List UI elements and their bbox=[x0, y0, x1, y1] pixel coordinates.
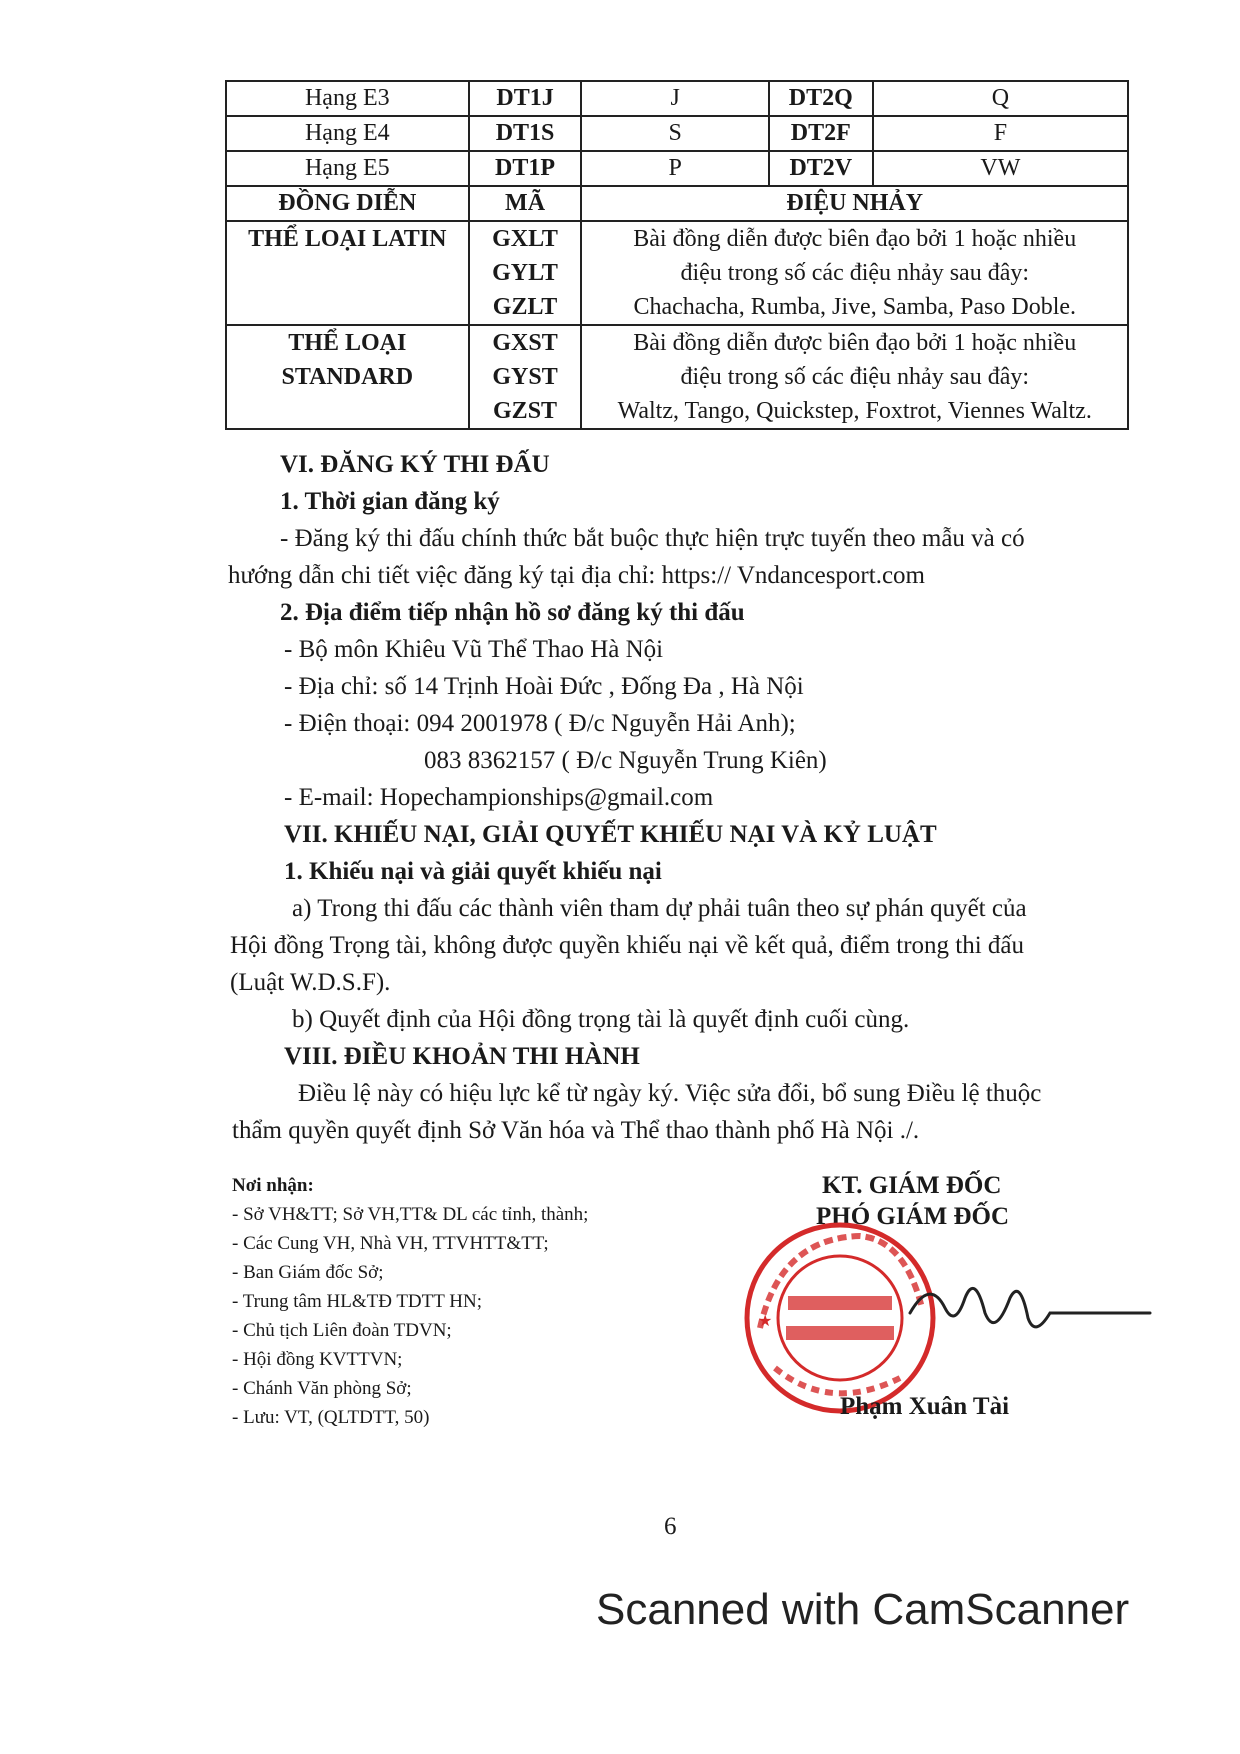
table-cell: DT1S bbox=[469, 116, 582, 151]
recipient-item: - Chánh Văn phòng Sở; bbox=[232, 1378, 412, 1399]
code-line: GYLT bbox=[492, 260, 558, 286]
table-cell: P bbox=[581, 151, 768, 186]
description-line: Waltz, Tango, Quickstep, Foxtrot, Viennes Waltz. bbox=[617, 398, 1092, 424]
table-cell: F bbox=[873, 116, 1128, 151]
group-name-line: STANDARD bbox=[281, 364, 414, 390]
group-name-cell bbox=[226, 221, 469, 325]
section-8-title: VIII. ĐIỀU KHOẢN THI HÀNH bbox=[284, 1043, 640, 1070]
scanner-watermark: Scanned with CamScanner bbox=[596, 1585, 1130, 1634]
recipient-item: - Hội đồng KVTTVN; bbox=[232, 1349, 403, 1370]
table-row bbox=[226, 325, 1128, 429]
paragraph-line: - Đăng ký thi đấu chính thức bắt buộc thực hiện trực tuyến theo mẫu và có bbox=[280, 525, 1025, 552]
group-description-cell bbox=[581, 221, 1128, 325]
dance-category-table bbox=[225, 80, 1129, 430]
page-number: 6 bbox=[664, 1513, 677, 1540]
table-row bbox=[226, 116, 1128, 151]
table-cell: DT1P bbox=[469, 151, 582, 186]
table-cell: S bbox=[581, 116, 768, 151]
table-cell: Hạng E3 bbox=[226, 81, 469, 116]
table-cell: J bbox=[581, 81, 768, 116]
group-name-cell bbox=[226, 325, 469, 429]
group-codes-cell bbox=[469, 325, 582, 429]
paragraph-line: a) Trong thi đấu các thành viên tham dự phải tuân theo sự phán quyết của bbox=[292, 895, 1027, 922]
table-cell: DT1J bbox=[469, 81, 582, 116]
description-line: Bài đồng diễn được biên đạo bởi 1 hoặc nhiều bbox=[633, 226, 1077, 252]
signature-title-1: KT. GIÁM ĐỐC bbox=[822, 1172, 1002, 1199]
paragraph-line: b) Quyết định của Hội đồng trọng tài là quyết định cuối cùng. bbox=[292, 1006, 910, 1033]
signatory-name: Phạm Xuân Tài bbox=[840, 1393, 1010, 1420]
recipient-item: - Ban Giám đốc Sở; bbox=[232, 1262, 384, 1283]
table-row bbox=[226, 81, 1128, 116]
table-cell: DT2Q bbox=[769, 81, 873, 116]
header-cell: MÃ bbox=[469, 186, 582, 221]
paragraph-line: thẩm quyền quyết định Sở Văn hóa và Thể thao thành phố Hà Nội ./. bbox=[232, 1117, 920, 1144]
code-line: GXST bbox=[492, 330, 558, 356]
table-row bbox=[226, 151, 1128, 186]
group-codes-cell bbox=[469, 221, 582, 325]
table-row bbox=[226, 221, 1128, 325]
paragraph-line: (Luật W.D.S.F). bbox=[230, 969, 391, 996]
code-line: GZST bbox=[493, 398, 558, 424]
code-line: GZLT bbox=[492, 294, 558, 320]
table-cell: DT2V bbox=[769, 151, 873, 186]
recipients-title: Nơi nhận: bbox=[232, 1175, 314, 1196]
table-cell: Hạng E4 bbox=[226, 116, 469, 151]
section-6-subheading-1: 1. Thời gian đăng ký bbox=[280, 488, 500, 515]
paragraph-line: Hội đồng Trọng tài, không được quyền khiếu nại về kết quả, điểm trong thi đấu bbox=[230, 932, 1025, 959]
section-6-title: VI. ĐĂNG KÝ THI ĐẤU bbox=[280, 451, 550, 478]
description-line: điệu trong số các điệu nhảy sau đây: bbox=[680, 260, 1030, 286]
group-description-cell bbox=[581, 325, 1128, 429]
list-item: - E-mail: Hopechampionships@gmail.com bbox=[284, 784, 714, 811]
signature-graphic bbox=[900, 1268, 1160, 1348]
section-6-subheading-2: 2. Địa điểm tiếp nhận hồ sơ đăng ký thi đấu bbox=[280, 599, 745, 626]
header-cell: ĐỒNG DIỄN bbox=[226, 186, 469, 221]
table-cell: Hạng E5 bbox=[226, 151, 469, 186]
list-item: 083 8362157 ( Đ/c Nguyễn Trung Kiên) bbox=[424, 747, 827, 774]
list-item: - Bộ môn Khiêu Vũ Thể Thao Hà Nội bbox=[284, 636, 664, 663]
description-line: Chachacha, Rumba, Jive, Samba, Paso Doble. bbox=[633, 294, 1077, 320]
handwritten-signature bbox=[900, 1268, 1160, 1353]
list-item: - Địa chỉ: số 14 Trịnh Hoài Đức , Đống Đa , Hà Nội bbox=[284, 673, 804, 700]
svg-text:★: ★ bbox=[758, 1311, 773, 1330]
recipient-item: - Trung tâm HL&TĐ TDTT HN; bbox=[232, 1291, 482, 1312]
paragraph-line: Điều lệ này có hiệu lực kể từ ngày ký. Việc sửa đổi, bổ sung Điều lệ thuộc bbox=[298, 1080, 1042, 1107]
table-cell: VW bbox=[873, 151, 1128, 186]
description-line: Bài đồng diễn được biên đạo bởi 1 hoặc nhiều bbox=[633, 330, 1077, 356]
paragraph-line: hướng dẫn chi tiết việc đăng ký tại địa chỉ: https:// Vndancesport.com bbox=[228, 562, 925, 589]
recipient-item: - Sở VH&TT; Sở VH,TT& DL các tỉnh, thành; bbox=[232, 1204, 589, 1225]
section-7-subheading-1: 1. Khiếu nại và giải quyết khiếu nại bbox=[284, 858, 662, 885]
header-cell: ĐIỆU NHẢY bbox=[581, 186, 1128, 221]
signature-title-2: PHÓ GIÁM ĐỐC bbox=[816, 1203, 1010, 1230]
group-name-line: THỂ LOẠI LATIN bbox=[248, 226, 447, 252]
table-header-row bbox=[226, 186, 1128, 221]
code-line: GYST bbox=[492, 364, 558, 390]
description-line: điệu trong số các điệu nhảy sau đây: bbox=[680, 364, 1030, 390]
recipient-item: - Các Cung VH, Nhà VH, TTVHTT&TT; bbox=[232, 1233, 549, 1254]
recipient-item: - Chủ tịch Liên đoàn TDVN; bbox=[232, 1320, 452, 1341]
section-7-title: VII. KHIẾU NẠI, GIẢI QUYẾT KHIẾU NẠI VÀ KỶ LUẬT bbox=[284, 821, 937, 848]
table-cell: Q bbox=[873, 81, 1128, 116]
table-cell: DT2F bbox=[769, 116, 873, 151]
code-line: GXLT bbox=[492, 226, 558, 252]
list-item: - Điện thoại: 094 2001978 ( Đ/c Nguyễn Hải Anh); bbox=[284, 710, 796, 737]
group-name-line: THỂ LOẠI bbox=[288, 330, 407, 356]
recipient-item: - Lưu: VT, (QLTDTT, 50) bbox=[232, 1407, 430, 1428]
